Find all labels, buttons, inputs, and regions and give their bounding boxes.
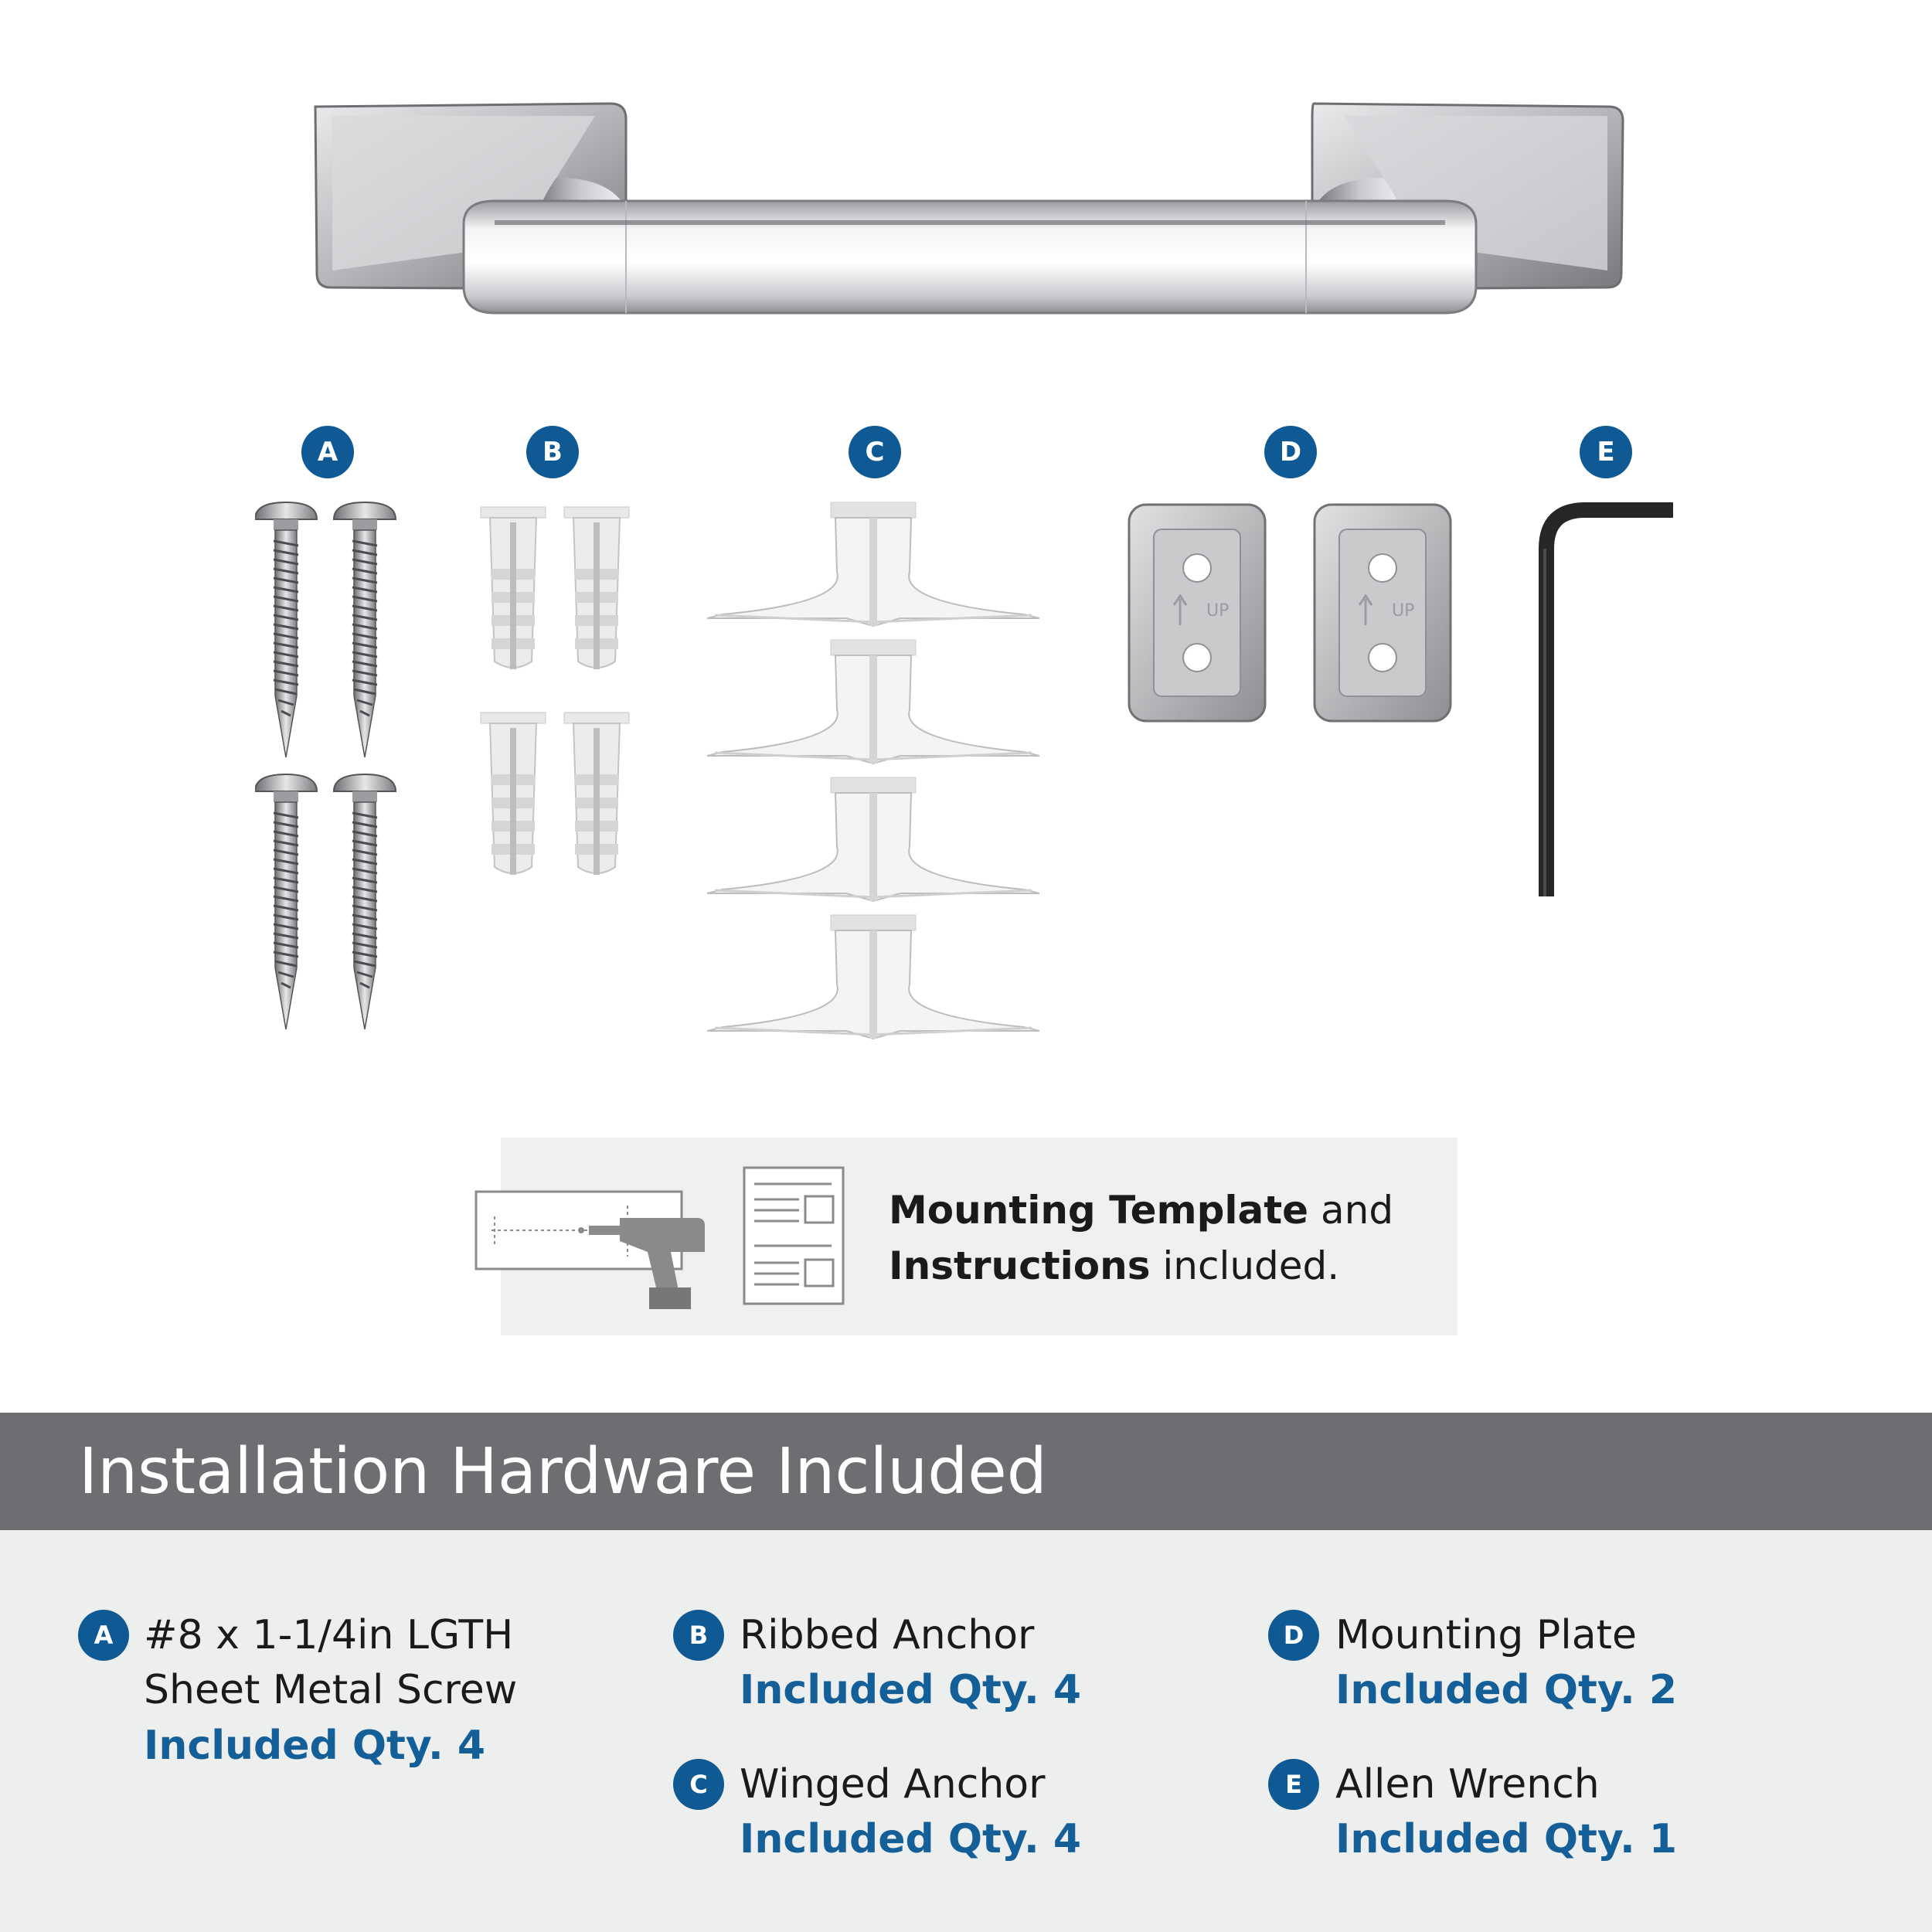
template-note-bold2: Instructions: [889, 1243, 1151, 1288]
part-b-badge: B: [526, 426, 579, 478]
part-c-badge: C: [849, 426, 901, 478]
item-e-badge: E: [1268, 1759, 1319, 1810]
item-c-name: Winged Anchor: [740, 1761, 1046, 1808]
winged-anchor-icon: [707, 640, 1039, 764]
screw-set: [255, 495, 410, 1036]
document-icon: [742, 1165, 847, 1309]
item-b-qty: Included Qty. 4: [740, 1667, 1082, 1713]
item-d-name: Mounting Plate: [1335, 1612, 1637, 1658]
item-e-qty: Included Qty. 1: [1335, 1816, 1678, 1862]
ribbed-anchor-icon: [564, 507, 629, 669]
screw-icon: [334, 774, 396, 1029]
plate-up-marking: UP: [1206, 601, 1230, 621]
item-a-qty: Included Qty. 4: [144, 1723, 486, 1769]
screw-icon: [334, 502, 396, 757]
template-note-text: [889, 1182, 1393, 1294]
section-title: Installation Hardware Included: [79, 1435, 1047, 1509]
winged-anchor-icon: [707, 502, 1039, 626]
template-note-text1: and: [1308, 1188, 1394, 1233]
item-a-name-line2: Sheet Metal Screw: [144, 1667, 518, 1713]
winged-anchor-icon: [707, 777, 1039, 901]
winged-anchor-icon: [707, 915, 1039, 1039]
grab-bar-product: [301, 93, 1631, 340]
drill-icon: [473, 1190, 720, 1310]
winged-anchor-set: [707, 498, 1047, 1039]
item-a-badge: A: [78, 1610, 129, 1661]
item-d-qty: Included Qty. 2: [1335, 1667, 1678, 1713]
part-a-badge: A: [301, 426, 354, 478]
template-note-text2: included.: [1150, 1243, 1340, 1288]
item-d-badge: D: [1268, 1610, 1319, 1661]
item-b-name: Ribbed Anchor: [740, 1612, 1035, 1658]
mounting-plate-icon: [1129, 505, 1265, 721]
screw-icon: [255, 502, 317, 757]
part-e-badge: E: [1580, 426, 1632, 478]
mounting-plate-icon: [1315, 505, 1451, 721]
item-e-name: Allen Wrench: [1335, 1761, 1600, 1808]
template-note-bold1: Mounting Template: [889, 1188, 1309, 1233]
ribbed-anchor-icon: [564, 713, 629, 875]
plate-up-marking: UP: [1392, 601, 1415, 621]
item-a-name-line1: #8 x 1-1/4in LGTH: [144, 1612, 514, 1658]
item-c-badge: C: [673, 1759, 724, 1810]
ribbed-anchor-icon: [481, 507, 546, 669]
ribbed-anchor-set: [471, 502, 641, 904]
screw-icon: [255, 774, 317, 1029]
item-b-badge: B: [673, 1610, 724, 1661]
item-c-qty: Included Qty. 4: [740, 1816, 1082, 1862]
part-d-badge: D: [1264, 426, 1317, 478]
ribbed-anchor-icon: [481, 713, 546, 875]
allen-wrench-icon: [1534, 495, 1681, 904]
mounting-plate-set: [1124, 498, 1457, 730]
